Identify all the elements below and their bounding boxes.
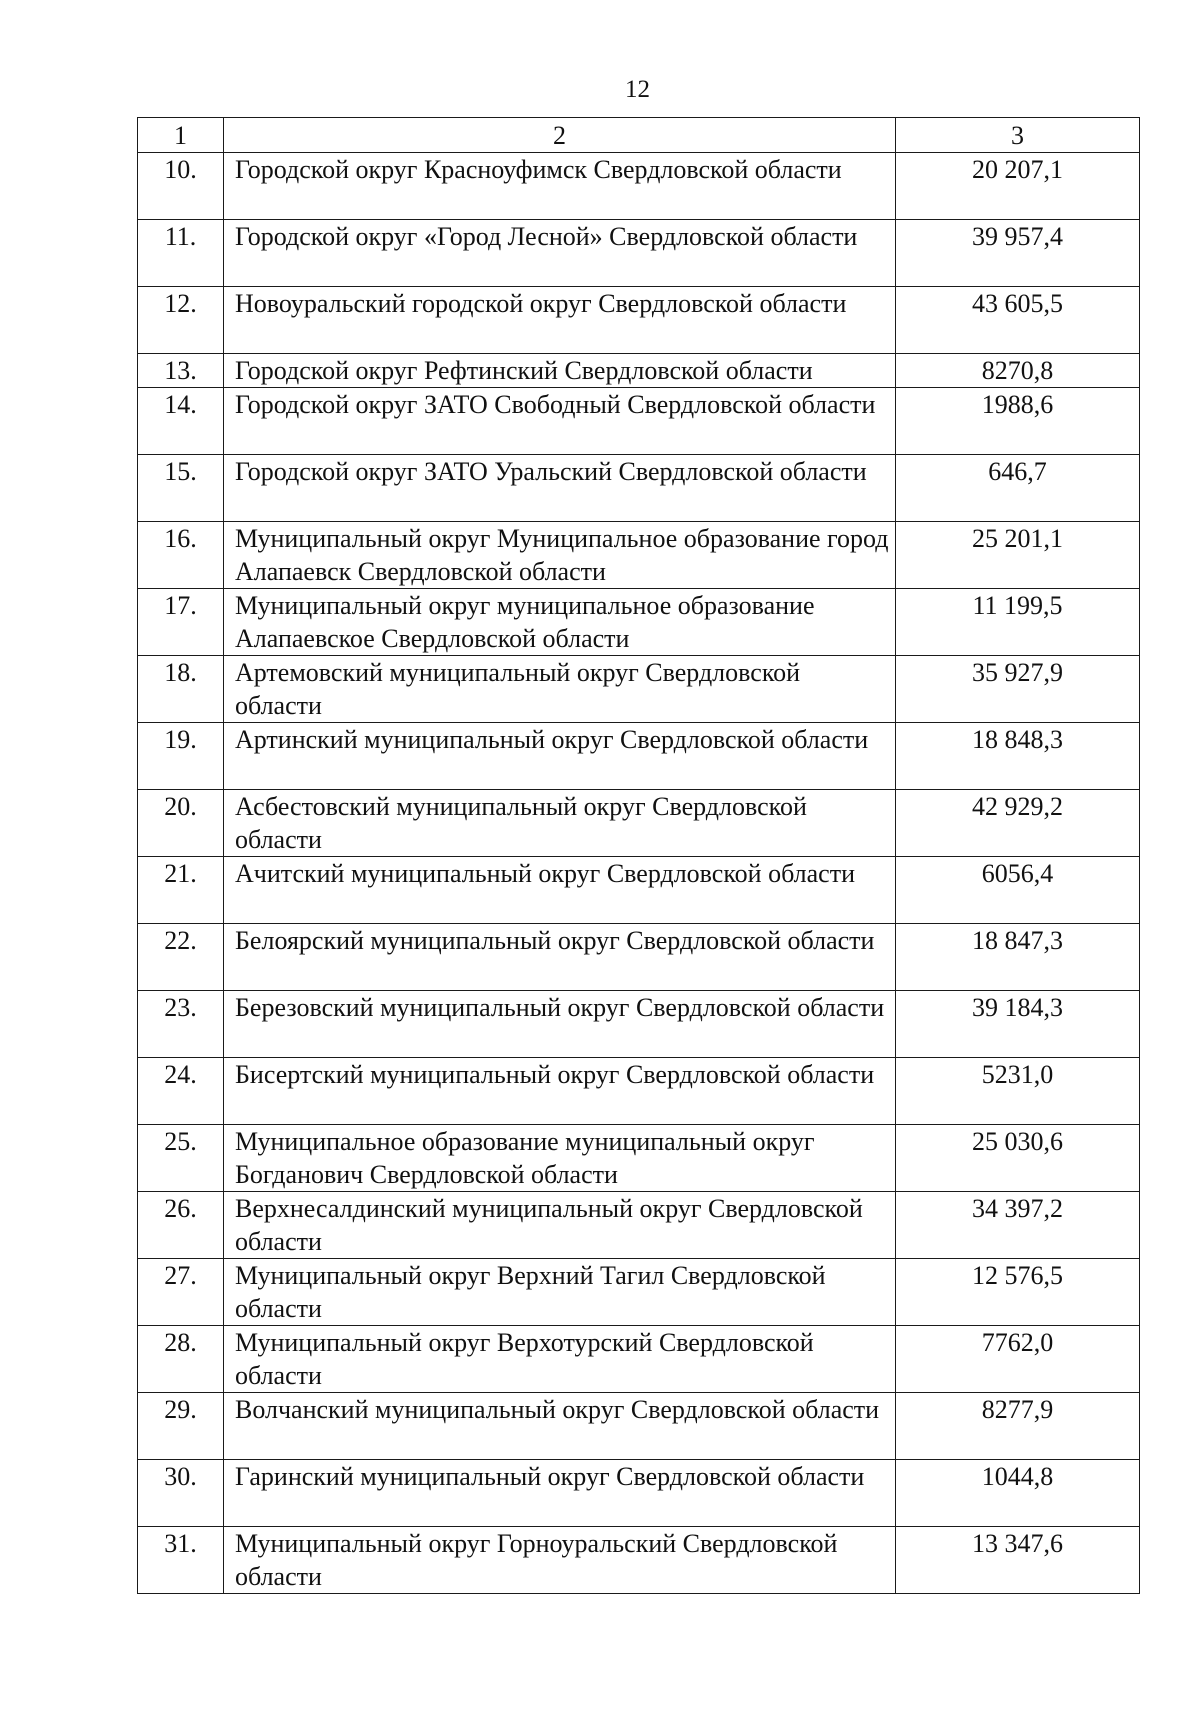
amount-value: 25 030,6 xyxy=(896,1125,1140,1192)
row-number: 10. xyxy=(138,153,224,220)
table-row xyxy=(138,1125,1140,1192)
amount-value: 18 847,3 xyxy=(896,924,1140,991)
municipality-name: Муниципальный округ Верхний Тагил Свердловской области xyxy=(224,1259,896,1326)
municipality-name: Муниципальный округ муниципальное образование Алапаевское Свердловской области xyxy=(224,589,896,656)
row-number: 23. xyxy=(138,991,224,1058)
municipality-name: Бисертский муниципальный округ Свердловской области xyxy=(224,1058,896,1125)
table-row xyxy=(138,354,1140,388)
municipality-name: Муниципальный округ Верхотурский Свердловской области xyxy=(224,1326,896,1393)
amount-value: 8277,9 xyxy=(896,1393,1140,1460)
municipality-name: Муниципальный округ Муниципальное образование город Алапаевск Свердловской области xyxy=(224,522,896,589)
allocation-table-container xyxy=(137,117,1139,1594)
table-row xyxy=(138,1192,1140,1259)
amount-value: 25 201,1 xyxy=(896,522,1140,589)
table-row xyxy=(138,589,1140,656)
row-number: 17. xyxy=(138,589,224,656)
municipality-name: Гаринский муниципальный округ Свердловской области xyxy=(224,1460,896,1527)
amount-value: 13 347,6 xyxy=(896,1527,1140,1594)
row-number: 29. xyxy=(138,1393,224,1460)
row-number: 31. xyxy=(138,1527,224,1594)
amount-value: 35 927,9 xyxy=(896,656,1140,723)
column-header-number: 1 xyxy=(138,118,224,153)
amount-value: 42 929,2 xyxy=(896,790,1140,857)
column-header-name: 2 xyxy=(224,118,896,153)
municipality-name: Городской округ ЗАТО Уральский Свердловской области xyxy=(224,455,896,522)
municipality-name: Городской округ Рефтинский Свердловской области xyxy=(224,354,896,388)
municipality-name: Городской округ Красноуфимск Свердловской области xyxy=(224,153,896,220)
amount-value: 5231,0 xyxy=(896,1058,1140,1125)
amount-value: 6056,4 xyxy=(896,857,1140,924)
table-row xyxy=(138,1527,1140,1594)
municipality-name: Березовский муниципальный округ Свердловской области xyxy=(224,991,896,1058)
table-row xyxy=(138,1393,1140,1460)
amount-value: 39 184,3 xyxy=(896,991,1140,1058)
amount-value: 20 207,1 xyxy=(896,153,1140,220)
amount-value: 646,7 xyxy=(896,455,1140,522)
municipality-name: Асбестовский муниципальный округ Свердловской области xyxy=(224,790,896,857)
row-number: 19. xyxy=(138,723,224,790)
municipality-name: Городской округ «Город Лесной» Свердловской области xyxy=(224,220,896,287)
row-number: 22. xyxy=(138,924,224,991)
row-number: 16. xyxy=(138,522,224,589)
municipality-name: Городской округ ЗАТО Свободный Свердловской области xyxy=(224,388,896,455)
municipality-name: Белоярский муниципальный округ Свердловской области xyxy=(224,924,896,991)
amount-value: 39 957,4 xyxy=(896,220,1140,287)
row-number: 27. xyxy=(138,1259,224,1326)
amount-value: 34 397,2 xyxy=(896,1192,1140,1259)
table-row xyxy=(138,1460,1140,1527)
amount-value: 7762,0 xyxy=(896,1326,1140,1393)
municipality-name: Артемовский муниципальный округ Свердловской области xyxy=(224,656,896,723)
municipality-name: Муниципальный округ Горноуральский Свердловской области xyxy=(224,1527,896,1594)
amount-value: 18 848,3 xyxy=(896,723,1140,790)
amount-value: 8270,8 xyxy=(896,354,1140,388)
municipality-name: Волчанский муниципальный округ Свердловской области xyxy=(224,1393,896,1460)
table-row xyxy=(138,455,1140,522)
table-row xyxy=(138,220,1140,287)
municipality-name: Артинский муниципальный округ Свердловской области xyxy=(224,723,896,790)
table-row xyxy=(138,924,1140,991)
table-row xyxy=(138,991,1140,1058)
row-number: 15. xyxy=(138,455,224,522)
allocation-table xyxy=(137,117,1140,1594)
row-number: 14. xyxy=(138,388,224,455)
table-row xyxy=(138,723,1140,790)
row-number: 26. xyxy=(138,1192,224,1259)
municipality-name: Муниципальное образование муниципальный округ Богданович Свердловской области xyxy=(224,1125,896,1192)
municipality-name: Ачитский муниципальный округ Свердловской области xyxy=(224,857,896,924)
page-number: 12 xyxy=(625,76,650,103)
row-number: 18. xyxy=(138,656,224,723)
row-number: 30. xyxy=(138,1460,224,1527)
row-number: 21. xyxy=(138,857,224,924)
amount-value: 1044,8 xyxy=(896,1460,1140,1527)
table-body xyxy=(138,153,1140,1594)
row-number: 20. xyxy=(138,790,224,857)
row-number: 11. xyxy=(138,220,224,287)
table-row xyxy=(138,1058,1140,1125)
amount-value: 12 576,5 xyxy=(896,1259,1140,1326)
table-row xyxy=(138,1259,1140,1326)
table-row xyxy=(138,388,1140,455)
table-row xyxy=(138,857,1140,924)
row-number: 28. xyxy=(138,1326,224,1393)
row-number: 24. xyxy=(138,1058,224,1125)
table-header-row xyxy=(138,118,1140,153)
row-number: 25. xyxy=(138,1125,224,1192)
column-header-value: 3 xyxy=(896,118,1140,153)
amount-value: 43 605,5 xyxy=(896,287,1140,354)
table-row xyxy=(138,656,1140,723)
table-row xyxy=(138,522,1140,589)
row-number: 13. xyxy=(138,354,224,388)
table-row xyxy=(138,287,1140,354)
table-row xyxy=(138,790,1140,857)
table-row xyxy=(138,1326,1140,1393)
table-header xyxy=(138,118,1140,153)
table-row xyxy=(138,153,1140,220)
row-number: 12. xyxy=(138,287,224,354)
municipality-name: Верхнесалдинский муниципальный округ Свердловской области xyxy=(224,1192,896,1259)
amount-value: 11 199,5 xyxy=(896,589,1140,656)
municipality-name: Новоуральский городской округ Свердловской области xyxy=(224,287,896,354)
amount-value: 1988,6 xyxy=(896,388,1140,455)
